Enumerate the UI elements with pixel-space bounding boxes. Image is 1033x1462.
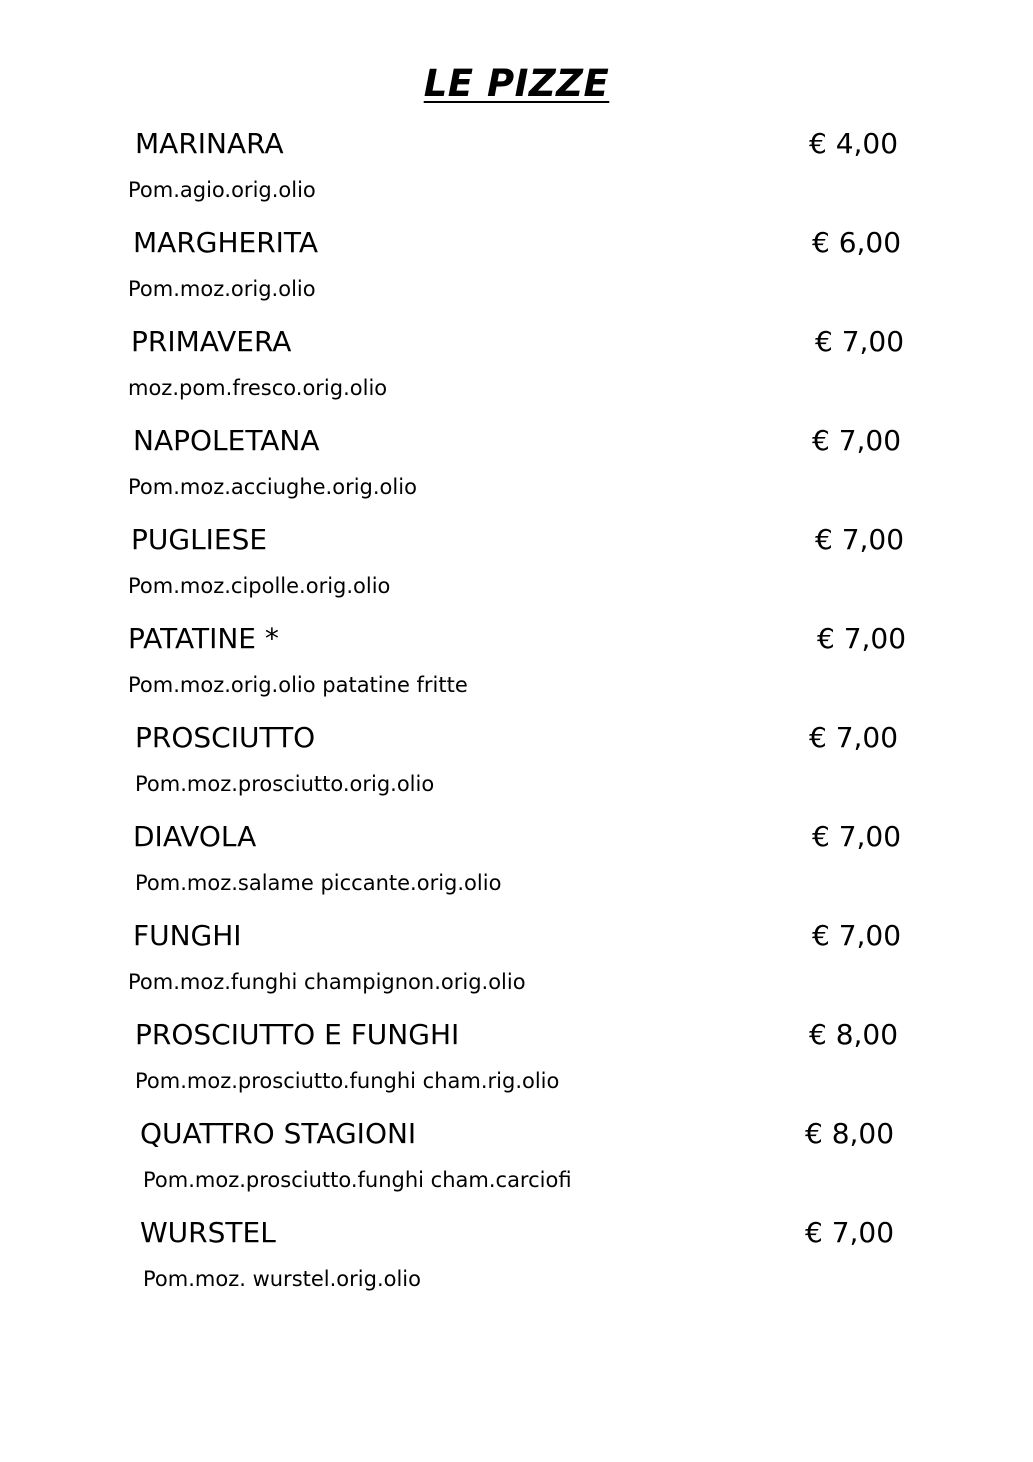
menu-item-funghi bbox=[0, 918, 1033, 1017]
item-description: Pom.moz.prosciutto.orig.olio bbox=[135, 772, 435, 796]
item-description: Pom.moz.prosciutto.funghi cham.rig.olio bbox=[135, 1069, 560, 1093]
item-name: PATATINE * bbox=[128, 622, 279, 655]
item-price: € 8,00 bbox=[809, 1018, 899, 1051]
menu-item-napoletana bbox=[0, 423, 1033, 522]
menu-item-quattro-stagioni bbox=[0, 1116, 1033, 1215]
item-price: € 7,00 bbox=[812, 424, 902, 457]
menu-title: LE PIZZE bbox=[423, 62, 610, 105]
item-price: € 7,00 bbox=[815, 523, 905, 556]
item-description: Pom.moz.orig.olio bbox=[128, 277, 316, 301]
item-name: WURSTEL bbox=[140, 1216, 276, 1249]
item-price: € 8,00 bbox=[805, 1117, 895, 1150]
item-price: € 7,00 bbox=[812, 820, 902, 853]
item-price: € 7,00 bbox=[809, 721, 899, 754]
item-description: Pom.agio.orig.olio bbox=[128, 178, 316, 202]
item-name: DIAVOLA bbox=[133, 820, 257, 853]
item-description: moz.pom.fresco.orig.olio bbox=[128, 376, 388, 400]
item-price: € 7,00 bbox=[812, 919, 902, 952]
item-description: Pom.moz.orig.olio patatine fritte bbox=[128, 673, 468, 697]
item-name: PUGLIESE bbox=[131, 523, 268, 556]
item-price: € 4,00 bbox=[809, 127, 899, 160]
item-name: PRIMAVERA bbox=[131, 325, 292, 358]
menu-item-diavola bbox=[0, 819, 1033, 918]
item-name: QUATTRO STAGIONI bbox=[140, 1117, 417, 1150]
menu-item-prosciutto-e-funghi bbox=[0, 1017, 1033, 1116]
item-description: Pom.moz.salame piccante.orig.olio bbox=[135, 871, 502, 895]
item-name: MARGHERITA bbox=[133, 226, 319, 259]
item-description: Pom.moz. wurstel.orig.olio bbox=[143, 1267, 421, 1291]
menu-item-marinara bbox=[0, 126, 1033, 225]
item-name: MARINARA bbox=[135, 127, 284, 160]
item-price: € 7,00 bbox=[805, 1216, 895, 1249]
menu-item-primavera bbox=[0, 324, 1033, 423]
item-price: € 6,00 bbox=[812, 226, 902, 259]
item-description: Pom.moz.acciughe.orig.olio bbox=[128, 475, 417, 499]
menu-item-pugliese bbox=[0, 522, 1033, 621]
item-description: Pom.moz.prosciutto.funghi cham.carciofi bbox=[143, 1168, 572, 1192]
menu-item-margherita bbox=[0, 225, 1033, 324]
menu-item-patatine bbox=[0, 621, 1033, 720]
item-name: PROSCIUTTO bbox=[135, 721, 316, 754]
item-price: € 7,00 bbox=[815, 325, 905, 358]
item-price: € 7,00 bbox=[817, 622, 907, 655]
item-name: NAPOLETANA bbox=[133, 424, 320, 457]
menu-item-wurstel bbox=[0, 1215, 1033, 1314]
item-description: Pom.moz.cipolle.orig.olio bbox=[128, 574, 391, 598]
item-name: FUNGHI bbox=[133, 919, 242, 952]
item-description: Pom.moz.funghi champignon.orig.olio bbox=[128, 970, 526, 994]
menu-item-prosciutto bbox=[0, 720, 1033, 819]
item-name: PROSCIUTTO E FUNGHI bbox=[135, 1018, 460, 1051]
